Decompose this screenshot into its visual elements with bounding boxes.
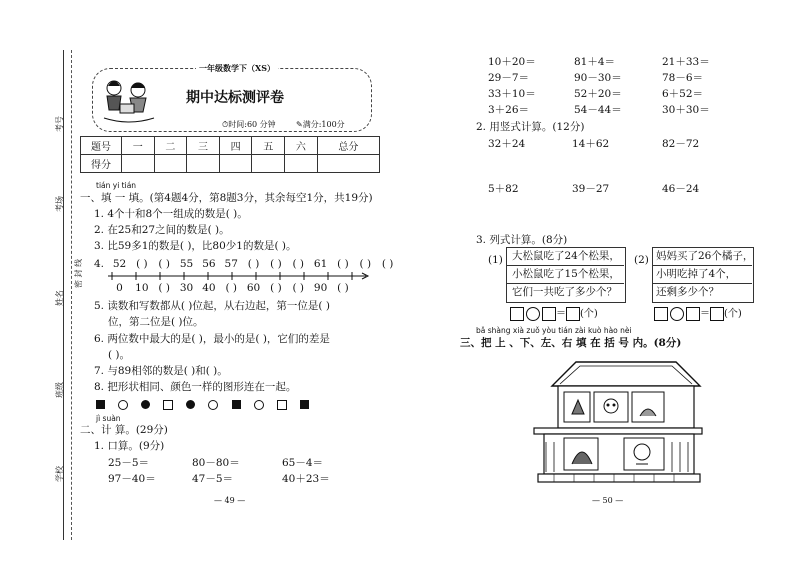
seq-cell[interactable]: ( ) <box>158 258 170 270</box>
oral-item: 30＋30＝ <box>662 104 710 116</box>
answer-box[interactable] <box>542 307 556 321</box>
side-label-exam-room: 考场 <box>55 196 64 212</box>
word-problem-1-number: (1) <box>488 254 503 266</box>
score-table-header: 题号 <box>81 137 122 155</box>
vertical-item: 82－72 <box>662 138 700 150</box>
answer-box[interactable] <box>654 307 668 321</box>
page-number-left: — 49 — <box>214 496 246 505</box>
number-sequence-bottom <box>110 282 352 295</box>
oral-item: 33＋10＝ <box>488 88 536 100</box>
seq-cell[interactable]: ( ) <box>292 258 305 270</box>
equals-sign: ＝ <box>556 308 566 320</box>
word-problem-1-line: 小松鼠吃了15个松果， <box>512 268 620 280</box>
score-cell[interactable] <box>187 155 220 173</box>
question-1-5b: 位，第二位是( )位。 <box>108 316 204 328</box>
seq-cell: 57 <box>224 258 238 270</box>
word-problem-2-divider <box>652 283 752 284</box>
side-label-exam-no: 考号 <box>55 116 64 132</box>
answer-box[interactable] <box>566 307 580 321</box>
oral-item: 6＋52＝ <box>662 88 704 100</box>
side-label-name: 姓名 <box>55 290 64 306</box>
filled-square-icon[interactable] <box>232 400 241 409</box>
oral-item: 80－80＝ <box>192 457 240 469</box>
answer-box[interactable] <box>710 307 724 321</box>
seq-cell: 90 <box>313 282 328 294</box>
seq-cell: 61 <box>313 258 328 270</box>
section1-pinyin: tián yi tián <box>96 181 137 190</box>
header-series: 一年级数学下（XS） <box>196 62 278 75</box>
seq-cell: 30 <box>179 282 194 294</box>
filled-square-icon[interactable] <box>300 400 309 409</box>
seq-cell[interactable]: ( ) <box>270 258 282 270</box>
section2-heading: 二、计 算。(29分) <box>80 424 168 436</box>
seq-cell[interactable]: ( ) <box>225 282 237 294</box>
score-cell[interactable] <box>219 155 252 173</box>
word-problem-1-divider <box>506 265 624 266</box>
score-table-header: 一 <box>122 137 155 155</box>
seq-cell[interactable]: ( ) <box>136 258 148 270</box>
seq-cell[interactable]: ( ) <box>359 258 372 270</box>
score-table <box>80 136 380 173</box>
equals-sign: ＝ <box>700 308 710 320</box>
unit-label: (个) <box>724 308 742 320</box>
oral-item: 29－7＝ <box>488 72 530 84</box>
question-1-1: 1. 4个十和8个一组成的数是( )。 <box>94 208 248 220</box>
score-table-header-row <box>81 137 380 155</box>
oral-item: 65－4＝ <box>282 457 324 469</box>
score-cell[interactable] <box>154 155 187 173</box>
question-1-4-label: 4. <box>94 258 105 270</box>
score-table-header: 六 <box>285 137 318 155</box>
score-table-score-row <box>81 155 380 173</box>
full-score-text: 满分:100分 <box>302 120 345 129</box>
oral-item: 47－5＝ <box>192 473 234 485</box>
question-1-2: 2. 在25和27之间的数是( )。 <box>94 224 230 236</box>
word-problem-2-line: 小明吃掉了4个， <box>656 268 737 280</box>
side-label-class: 班级 <box>55 382 64 398</box>
clock-icon: ⏱ <box>222 120 229 129</box>
filled-circle-icon[interactable] <box>141 400 150 409</box>
score-cell[interactable] <box>317 155 379 173</box>
oral-item: 52＋20＝ <box>574 88 622 100</box>
vertical-item: 46－24 <box>662 183 700 195</box>
section1-heading: 一、填 一 填。(第4题4分，第8题3分，其余每空1分，共19分) <box>80 192 373 204</box>
oral-item: 97－40＝ <box>108 473 156 485</box>
circle-icon[interactable] <box>208 400 218 410</box>
square-icon[interactable] <box>277 400 287 410</box>
word-problem-2-line: 还剩多少个？ <box>656 286 719 298</box>
time-limit <box>222 118 276 131</box>
oral-item: 81＋4＝ <box>574 56 616 68</box>
word-problem-1-line: 它们一共吃了多少个？ <box>512 286 617 298</box>
seq-cell: 55 <box>179 258 194 270</box>
seq-cell: 0 <box>116 282 123 294</box>
seq-cell[interactable]: ( ) <box>270 282 282 294</box>
question-1-6b: ( )。 <box>108 349 131 361</box>
house-illustration <box>524 356 712 486</box>
operator-circle[interactable] <box>670 307 684 321</box>
seq-cell: 40 <box>202 282 216 294</box>
word-problem-2-divider <box>652 265 752 266</box>
seq-cell[interactable]: ( ) <box>337 258 349 270</box>
vertical-item: 32＋24 <box>488 138 526 150</box>
seq-cell[interactable]: ( ) <box>337 282 349 294</box>
score-table-header: 二 <box>154 137 187 155</box>
section3-pinyin: bǎ shàng xià zuǒ yòu tián zài kuò hào nèi <box>476 326 632 335</box>
oral-item: 3＋26＝ <box>488 104 530 116</box>
seq-cell: 52 <box>112 258 127 270</box>
filled-circle-icon[interactable] <box>186 400 195 409</box>
answer-boxes-1 <box>510 307 598 321</box>
binding-dashed-line <box>71 50 72 540</box>
page-title: 期中达标测评卷 <box>186 90 284 106</box>
vertical-item: 5＋82 <box>488 183 519 195</box>
seq-cell[interactable]: ( ) <box>158 282 170 294</box>
section2-pinyin: jì suàn <box>96 414 121 423</box>
side-label-seal-line: 密 封 线 <box>74 258 83 288</box>
full-score <box>296 118 345 131</box>
operator-circle[interactable] <box>526 307 540 321</box>
seq-cell: 56 <box>202 258 216 270</box>
score-table-header: 总分 <box>317 137 379 155</box>
seq-cell: 60 <box>246 282 261 294</box>
page-number-right: — 50 — <box>592 496 624 505</box>
shapes-row <box>92 398 313 410</box>
number-sequence-top <box>110 258 397 271</box>
circle-icon[interactable] <box>118 400 128 410</box>
score-table-header: 四 <box>219 137 252 155</box>
vertical-item: 39－27 <box>572 183 610 195</box>
pencil-icon: ✎ <box>296 120 303 129</box>
oral-item: 90－30＝ <box>574 72 622 84</box>
seq-cell[interactable]: ( ) <box>292 282 305 294</box>
score-row-label: 得分 <box>81 155 122 173</box>
number-line <box>108 272 370 280</box>
oral-item: 21＋33＝ <box>662 56 710 68</box>
oral-item: 10＋20＝ <box>488 56 536 68</box>
question-1-5a: 5. 读数和写数都从( )位起，从右边起，第一位是( ) <box>94 300 330 312</box>
question-1-7: 7. 与89相邻的数是( )和( )。 <box>94 365 228 377</box>
vertical-calc-heading: 2. 用竖式计算。(12分) <box>476 121 585 133</box>
question-1-8: 8. 把形状相同、颜色一样的图形连在一起。 <box>94 381 297 393</box>
score-cell[interactable] <box>285 155 318 173</box>
answer-box[interactable] <box>686 307 700 321</box>
seq-cell[interactable]: ( ) <box>381 258 394 270</box>
seq-cell[interactable]: ( ) <box>247 258 260 270</box>
section3-heading: 三、把 上 、下、左、右 填 在 括 号 内。(8分) <box>460 337 682 349</box>
vertical-item: 14＋62 <box>572 138 610 150</box>
answer-box[interactable] <box>510 307 524 321</box>
oral-item: 25－5＝ <box>108 457 150 469</box>
oral-item: 54－44＝ <box>574 104 622 116</box>
score-cell[interactable] <box>252 155 285 173</box>
oral-calc-heading: 1. 口算。(9分) <box>94 440 165 452</box>
circle-icon[interactable] <box>254 400 264 410</box>
filled-square-icon[interactable] <box>96 400 105 409</box>
square-icon[interactable] <box>163 400 173 410</box>
word-problem-2-number: (2) <box>634 254 649 266</box>
score-table-header: 五 <box>252 137 285 155</box>
word-problem-1-line: 大松鼠吃了24个松果， <box>512 250 620 262</box>
score-cell[interactable] <box>122 155 155 173</box>
seq-cell: 10 <box>135 282 149 294</box>
time-limit-text: 时间:60 分钟 <box>228 120 276 129</box>
word-problem-1-divider <box>506 283 624 284</box>
kids-illustration <box>100 74 158 124</box>
side-label-school: 学校 <box>55 466 64 482</box>
unit-label: (个) <box>580 308 598 320</box>
answer-boxes-2 <box>654 307 742 321</box>
score-table-header: 三 <box>187 137 220 155</box>
oral-item: 40＋23＝ <box>282 473 330 485</box>
question-1-3: 3. 比59多1的数是( )，比80少1的数是( )。 <box>94 240 297 252</box>
oral-item: 78－6＝ <box>662 72 704 84</box>
word-problem-heading: 3. 列式计算。(8分) <box>476 234 568 246</box>
word-problem-2-line: 妈妈买了26个橘子， <box>656 250 754 262</box>
question-1-6a: 6. 两位数中最大的是( )，最小的是( )，它们的差是 <box>94 333 330 345</box>
